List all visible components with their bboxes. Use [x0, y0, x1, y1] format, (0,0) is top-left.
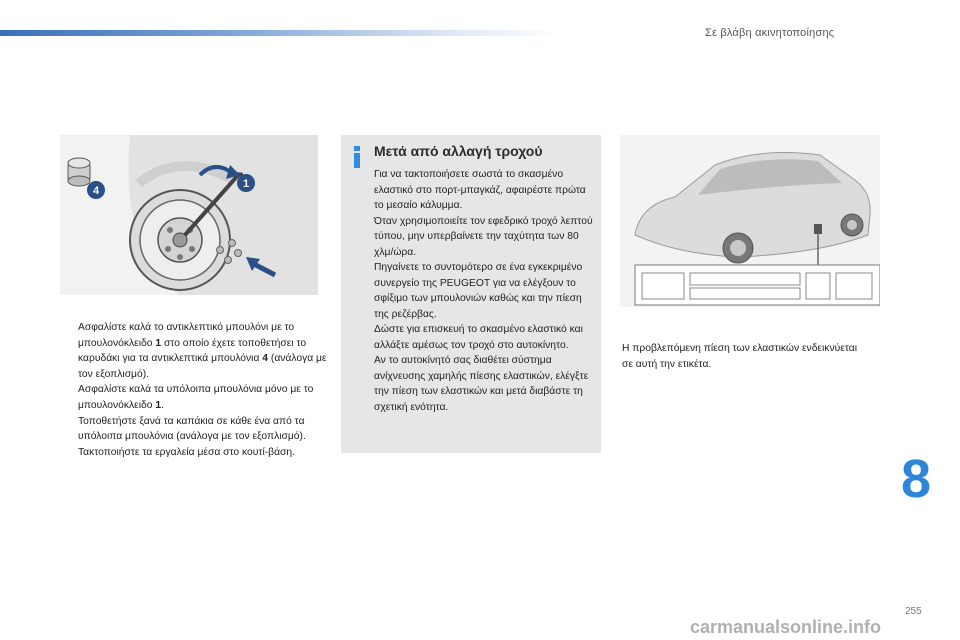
anti-theft-socket-icon — [68, 158, 90, 186]
tyre-pressure-label — [635, 265, 880, 305]
watermark: carmanualsonline.info — [690, 617, 882, 637]
info-paragraph: Για να τακτοποιήσετε σωστά το σκασμένο ελαστικό στο πορτ-μπαγκάζ, αφαιρέστε πρώτα το μεσαίο κάλυμμα. — [374, 169, 586, 211]
list-item: Ασφαλίστε καλά τα υπόλοιπα μπουλόνια μόνο με το μπουλονόκλειδο 1. — [78, 384, 314, 411]
figure-caption: Η προβλεπόμενη πίεση των ελαστικών ενδεικνύεται σε αυτή την ετικέτα. — [622, 343, 857, 370]
info-box-text — [374, 167, 596, 415]
info-box — [341, 135, 601, 453]
callout-4: 4 — [92, 185, 100, 197]
car-tyre-label-illustration — [620, 135, 880, 307]
info-paragraph: Αν το αυτοκίνητό σας διαθέτει σύστημα ανίχνευσης χαμηλής πίεσης ελαστικών, ελέγξτε την πίεση των ελαστικών και μετά διαβάστε τη σχετική ενότητα. — [374, 355, 589, 413]
info-icon — [353, 146, 361, 168]
page-number: 255 — [905, 606, 922, 617]
info-box-title: Μετά από αλλαγή τροχού — [374, 143, 543, 159]
list-item: Τακτοποιήστε τα εργαλεία μέσα στο κουτί-βάση. — [78, 446, 295, 458]
info-paragraph: Όταν χρησιμοποιείτε τον εφεδρικό τροχό λεπτού τύπου, μην υπερβαίνετε την ταχύτητα των 80 χλμ/ώρα. — [374, 215, 593, 258]
info-paragraph: Πηγαίνετε το συντομότερο σε ένα εγκεκριμένο συνεργείο της PEUGEOT για να ελέγξουν το σφίξιμο των μπουλονιών καθώς και την πίεση της ρεζέρβας. — [374, 262, 583, 320]
header-gradient-bar — [0, 30, 560, 36]
callout-1: 1 — [242, 178, 250, 190]
chapter-title: Σε βλάβη ακινητοποίησης — [705, 27, 835, 39]
chapter-number: 8 — [901, 449, 932, 509]
list-item: Τοποθετήστε ξανά τα καπάκια σε κάθε ένα από τα υπόλοιπα μπουλόνια (ανάλογα με τον εξοπλισμό). — [78, 415, 306, 443]
list-item: Ασφαλίστε καλά το αντικλεπτικό μπουλόνι με το μπουλονόκλειδο 1 στο οποίο έχετε τοποθετήσει το καρυδάκι για τα αντικλεπτικά μπουλόνια 4 (ανάλογα με τον εξοπλισμό). — [78, 322, 327, 380]
wheel-bolt-illustration — [60, 135, 318, 295]
info-paragraph: Δώστε για επισκευή το σκασμένο ελαστικό και αλλάξτε αμέσως τον τροχό στο αυτοκίνητο. — [374, 324, 583, 351]
procedure-list — [62, 320, 327, 460]
